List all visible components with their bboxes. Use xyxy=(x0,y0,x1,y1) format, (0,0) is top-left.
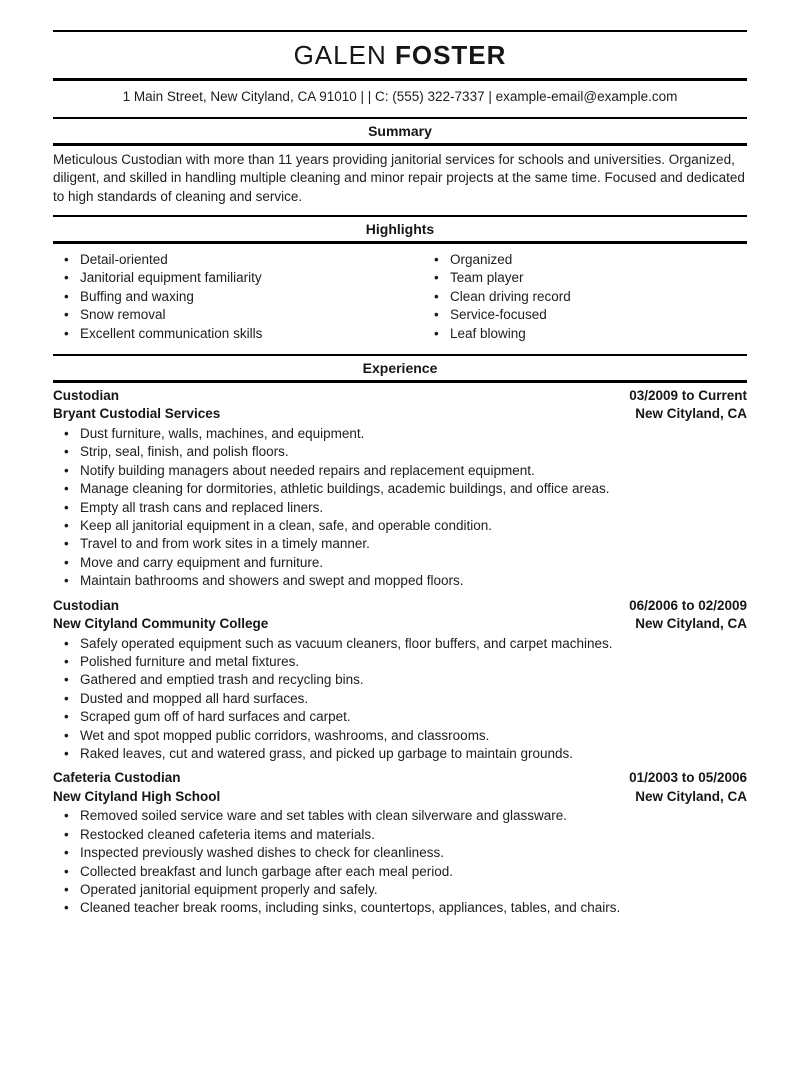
list-item: • Manage cleaning for dormitories, athletic buildings, academic buildings, and office areas. xyxy=(53,480,747,498)
list-item: • Dusted and mopped all hard surfaces. xyxy=(53,690,747,708)
job-company-row xyxy=(53,615,747,634)
job-bullet-list xyxy=(53,806,747,917)
job-dates: 06/2006 to 02/2009 xyxy=(629,597,747,613)
job-company-row xyxy=(53,405,747,424)
divider-top xyxy=(53,30,747,32)
highlights-right-list xyxy=(423,251,747,343)
list-item: • Maintain bathrooms and showers and swept and mopped floors. xyxy=(53,572,747,590)
list-item: • Inspected previously washed dishes to check for cleanliness. xyxy=(53,844,747,862)
section-title-experience: Experience xyxy=(362,359,438,376)
list-item: • Move and carry equipment and furniture. xyxy=(53,554,747,572)
job-bullet-list xyxy=(53,424,747,591)
list-item: • Notify building managers about needed repairs and replacement equipment. xyxy=(53,462,747,480)
list-item: • Travel to and from work sites in a timely manner. xyxy=(53,535,747,553)
list-item: • Team player xyxy=(423,269,747,287)
job-dates: 03/2009 to Current xyxy=(629,387,747,403)
list-item: • Polished furniture and metal fixtures. xyxy=(53,653,747,671)
job-title-row xyxy=(53,597,747,616)
job-entry xyxy=(53,387,747,591)
job-company: New Cityland High School xyxy=(53,788,221,804)
list-item: • Janitorial equipment familiarity xyxy=(53,269,423,287)
list-item: • Wet and spot mopped public corridors, washrooms, and classrooms. xyxy=(53,727,747,745)
divider-below-name xyxy=(53,78,747,81)
job-title-row xyxy=(53,769,747,788)
job-location: New Cityland, CA xyxy=(635,788,747,804)
list-item: • Restocked cleaned cafeteria items and materials. xyxy=(53,826,747,844)
section-title-highlights: Highlights xyxy=(365,220,435,237)
list-item: • Cleaned teacher break rooms, including sinks, countertops, appliances, tables, and chairs. xyxy=(53,899,747,917)
highlights-columns xyxy=(53,244,747,354)
list-item: • Scraped gum off of hard surfaces and carpet. xyxy=(53,708,747,726)
list-item: • Excellent communication skills xyxy=(53,325,423,343)
job-title: Custodian xyxy=(53,597,119,613)
list-item: • Keep all janitorial equipment in a clean, safe, and operable condition. xyxy=(53,517,747,535)
list-item: • Strip, seal, finish, and polish floors. xyxy=(53,443,747,461)
highlights-left-list xyxy=(53,251,423,343)
list-item: • Safely operated equipment such as vacuum cleaners, floor buffers, and carpet machines. xyxy=(53,635,747,653)
first-name: GALEN xyxy=(293,40,387,70)
job-location: New Cityland, CA xyxy=(635,616,747,632)
list-item: • Leaf blowing xyxy=(423,325,747,343)
list-item: • Raked leaves, cut and watered grass, and picked up garbage to maintain grounds. xyxy=(53,745,747,763)
last-name: FOSTER xyxy=(394,40,507,70)
list-item: • Gathered and emptied trash and recycling bins. xyxy=(53,671,747,689)
job-entry xyxy=(53,597,747,764)
summary-text: Meticulous Custodian with more than 11 years providing janitorial services for schools and universities. Organized, diligent, and skilled in handling multiple cleaning and minor repair projects at the same time. Focused and dedicated to high standards of cleaning and service. xyxy=(53,152,745,204)
job-entry xyxy=(53,769,747,917)
job-company-row xyxy=(53,788,747,807)
list-item: • Snow removal xyxy=(53,306,423,324)
page-title xyxy=(53,35,747,75)
list-item: • Empty all trash cans and replaced liners. xyxy=(53,499,747,517)
list-item: • Collected breakfast and lunch garbage after each meal period. xyxy=(53,863,747,881)
experience-jobs xyxy=(53,383,747,918)
resume-content xyxy=(0,30,800,918)
job-dates: 01/2003 to 05/2006 xyxy=(629,770,747,786)
list-item: • Buffing and waxing xyxy=(53,288,423,306)
list-item: • Detail-oriented xyxy=(53,251,423,269)
section-title-summary: Summary xyxy=(368,123,432,139)
divider-below-summary-title xyxy=(53,143,747,146)
divider-above-summary xyxy=(53,117,747,119)
job-title: Custodian xyxy=(53,387,119,403)
job-location: New Cityland, CA xyxy=(635,406,747,422)
job-company: Bryant Custodial Services xyxy=(53,406,221,422)
list-item: • Service-focused xyxy=(423,306,747,324)
list-item: • Organized xyxy=(423,251,747,269)
list-item: • Operated janitorial equipment properly and safely. xyxy=(53,881,747,899)
contact-line: 1 Main Street, New Cityland, CA 91010 | | C: (555) 322-7337 | example-email@example.com xyxy=(122,89,678,104)
divider-above-experience xyxy=(53,354,747,356)
job-company: New Cityland Community College xyxy=(53,616,269,632)
list-item: • Clean driving record xyxy=(423,288,747,306)
list-item: • Dust furniture, walls, machines, and equipment. xyxy=(53,425,747,443)
resume-page xyxy=(0,30,800,1065)
job-title: Cafeteria Custodian xyxy=(53,770,181,786)
job-title-row xyxy=(53,387,747,406)
job-bullet-list xyxy=(53,634,747,764)
divider-above-highlights xyxy=(53,215,747,217)
list-item: • Removed soiled service ware and set tables with clean silverware and glassware. xyxy=(53,807,747,825)
